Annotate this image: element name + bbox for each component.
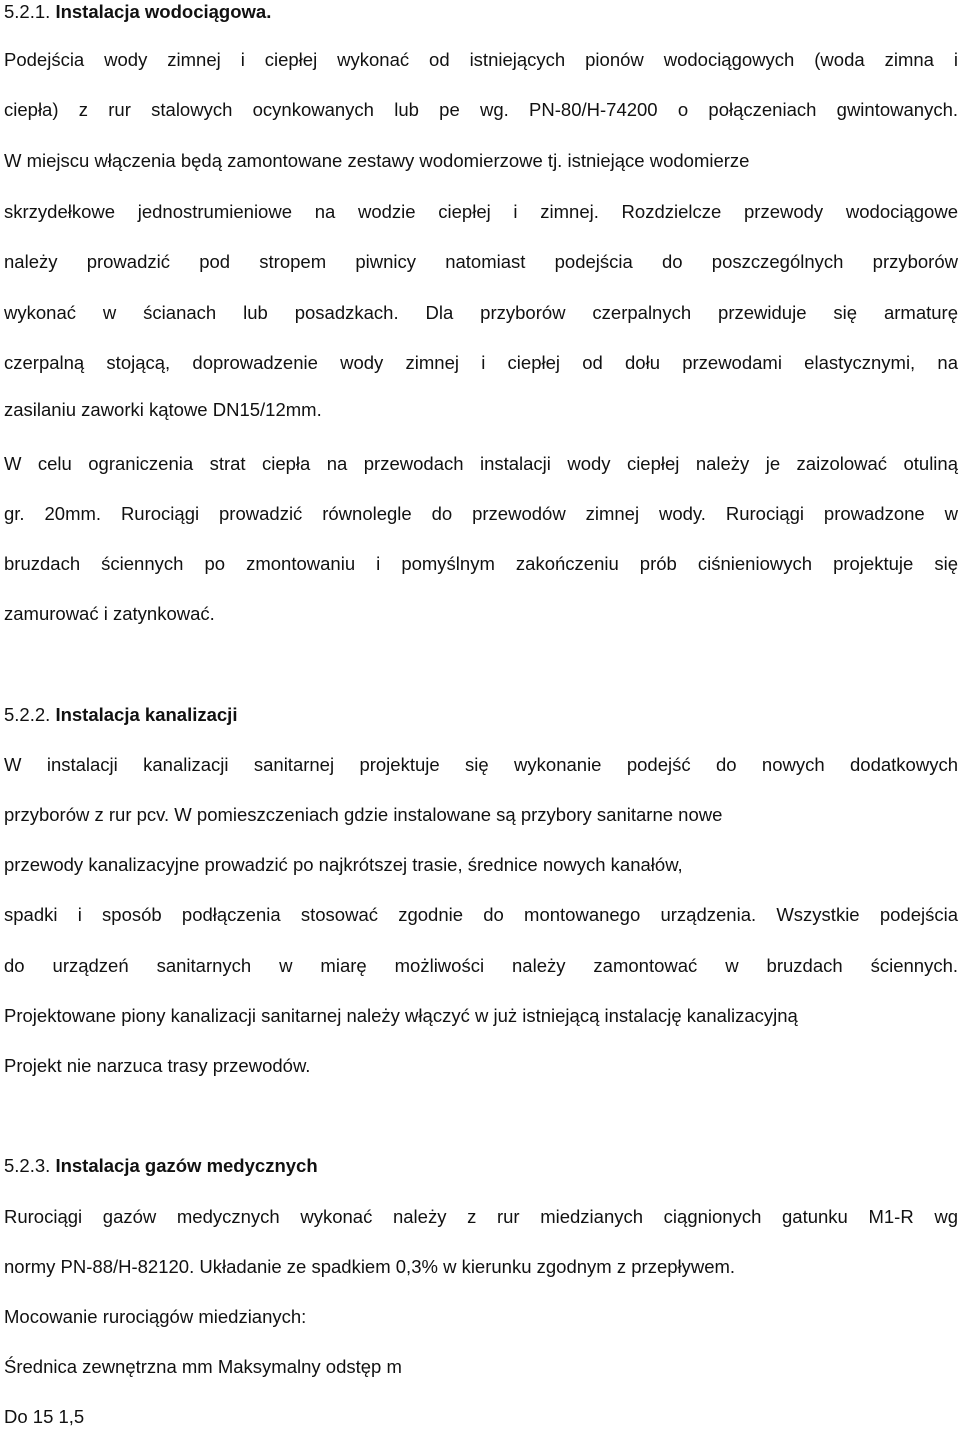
section-heading-5-2-2 — [4, 703, 237, 727]
paragraph-line: wykonać w ścianach lub posadzkach. Dla przyborów czerpalnych przewiduje się armaturę — [4, 302, 958, 323]
paragraph-line: Projekt nie narzuca trasy przewodów. — [4, 1055, 311, 1076]
paragraph-line: Podejścia wody zimnej i ciepłej wykonać od istniejących pionów wodociągowych (woda zimna i — [4, 49, 958, 70]
paragraph-line: normy PN-88/H-82120. Układanie ze spadkiem 0,3% w kierunku zgodnym z przepływem. — [4, 1256, 736, 1277]
section-number: 5.2.3. — [4, 1155, 51, 1176]
paragraph-line: należy prowadzić pod stropem piwnicy natomiast podejścia do poszczególnych przyborów — [4, 251, 958, 272]
paragraph-line: Projektowane piony kanalizacji sanitarnej należy włączyć w już istniejącą instalację kanalizacyjną — [4, 1005, 798, 1026]
paragraph-line: skrzydełkowe jednostrumieniowe na wodzie ciepłej i zimnej. Rozdzielcze przewody wodociągowe — [4, 201, 958, 222]
section-title: Instalacja kanalizacji — [55, 704, 238, 725]
section-title: Instalacja gazów medycznych — [55, 1155, 318, 1176]
section-number: 5.2.2. — [4, 704, 51, 725]
paragraph-line: W miejscu włączenia będą zamontowane zestawy wodomierzowe tj. istniejące wodomierze — [4, 150, 750, 171]
section-number: 5.2.1. — [4, 1, 51, 22]
paragraph-line: spadki i sposób podłączenia stosować zgodnie do montowanego urządzenia. Wszystkie podejścia — [4, 904, 958, 925]
paragraph-line: Rurociągi gazów medycznych wykonać należy z rur miedzianych ciągnionych gatunku M1-R wg — [4, 1206, 958, 1227]
paragraph-line: Średnica zewnętrzna mm Maksymalny odstęp m — [4, 1356, 402, 1377]
section-title: Instalacja wodociągowa. — [55, 1, 272, 22]
paragraph-line: przyborów z rur pcv. W pomieszczeniach gdzie instalowane są przybory sanitarne nowe — [4, 804, 723, 825]
section-heading-5-2-3 — [4, 1154, 318, 1178]
section-heading-5-2-1 — [4, 0, 271, 24]
paragraph-line: czerpalną stojącą, doprowadzenie wody zimnej i ciepłej od dołu przewodami elastycznymi, na — [4, 352, 958, 373]
paragraph-line: gr. 20mm. Rurociągi prowadzić równolegle do przewodów zimnej wody. Rurociągi prowadzone w — [4, 503, 958, 524]
paragraph-line: do urządzeń sanitarnych w miarę możliwości należy zamontować w bruzdach ściennych. — [4, 955, 958, 976]
paragraph-line: Mocowanie rurociągów miedzianych: — [4, 1306, 307, 1327]
paragraph-line: bruzdach ściennych po zmontowaniu i pomyślnym zakończeniu prób ciśnieniowych projektuje się — [4, 553, 958, 574]
paragraph-line: W instalacji kanalizacji sanitarnej projektuje się wykonanie podejść do nowych dodatkowych — [4, 754, 958, 775]
paragraph-line: Do 15 1,5 — [4, 1406, 85, 1427]
paragraph-line: przewody kanalizacyjne prowadzić po najkrótszej trasie, średnice nowych kanałów, — [4, 854, 683, 875]
paragraph-line: zasilaniu zaworki kątowe DN15/12mm. — [4, 399, 322, 420]
paragraph-line: W celu ograniczenia strat ciepła na przewodach instalacji wody ciepłej należy je zaizolować otuliną — [4, 453, 958, 474]
paragraph-line: zamurować i zatynkować. — [4, 603, 215, 624]
paragraph-line: ciepła) z rur stalowych ocynkowanych lub pe wg. PN-80/H-74200 o połączeniach gwintowanych. — [4, 99, 958, 120]
